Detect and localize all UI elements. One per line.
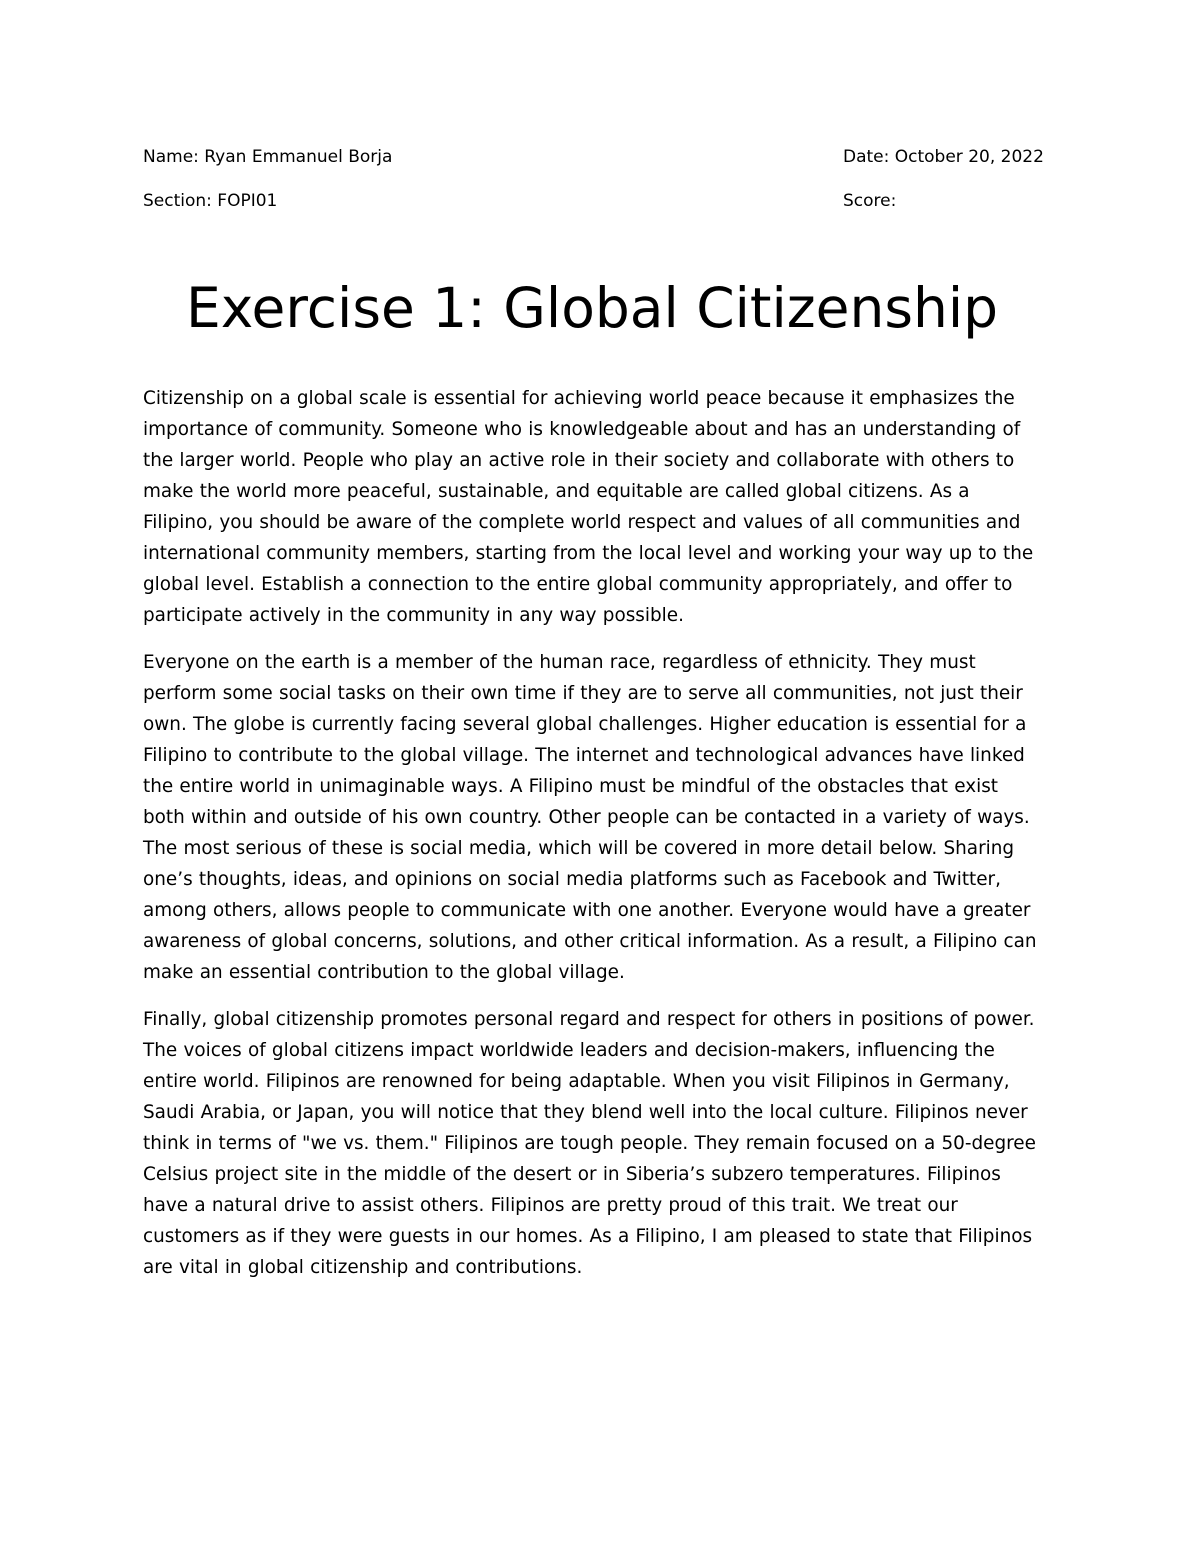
paragraph-line: The voices of global citizens impact worldwide leaders and decision-makers, influencing the <box>143 1040 995 1061</box>
paragraph-3 <box>143 1004 1063 1283</box>
submission-date: Date: October 20, 2022 <box>843 147 1044 167</box>
paragraph-1 <box>143 383 1063 631</box>
paragraph-line: perform some social tasks on their own time if they are to serve all communities, not just their <box>143 683 1023 704</box>
paragraph-line: Filipino to contribute to the global village. The internet and technological advances have linked <box>143 745 1025 766</box>
paragraph-line: are vital in global citizenship and contributions. <box>143 1257 583 1278</box>
paragraph-line: have a natural drive to assist others. Filipinos are pretty proud of this trait. We treat our <box>143 1195 958 1216</box>
paragraph-line: international community members, starting from the local level and working your way up to the <box>143 543 1034 564</box>
paragraph-line: make the world more peaceful, sustainable, and equitable are called global citizens. As a <box>143 481 970 502</box>
paragraph-line: one’s thoughts, ideas, and opinions on social media platforms such as Facebook and Twitter, <box>143 869 1001 890</box>
paragraph-line: both within and outside of his own country. Other people can be contacted in a variety of ways. <box>143 807 1030 828</box>
paragraph-line: among others, allows people to communicate with one another. Everyone would have a greater <box>143 900 1031 921</box>
student-section: Section: FOPI01 <box>143 191 278 211</box>
paragraph-line: global level. Establish a connection to the entire global community appropriately, and offer to <box>143 574 1013 595</box>
paragraph-line: Everyone on the earth is a member of the human race, regardless of ethnicity. They must <box>143 652 976 673</box>
paragraph-line: The most serious of these is social media, which will be covered in more detail below. Sharing <box>143 838 1015 859</box>
student-name: Name: Ryan Emmanuel Borja <box>143 147 393 167</box>
paragraph-line: importance of community. Someone who is knowledgeable about and has an understanding of <box>143 419 1021 440</box>
paragraph-line: entire world. Filipinos are renowned for being adaptable. When you visit Filipinos in Germany, <box>143 1071 1010 1092</box>
paragraph-line: awareness of global concerns, solutions, and other critical information. As a result, a Filipino can <box>143 931 1037 952</box>
paragraph-line: think in terms of "we vs. them." Filipinos are tough people. They remain focused on a 50-degree <box>143 1133 1036 1154</box>
document-title: Exercise 1: Global Citizenship <box>185 276 999 340</box>
paragraph-line: Citizenship on a global scale is essential for achieving world peace because it emphasizes the <box>143 388 1015 409</box>
essay-body <box>143 383 1063 1299</box>
paragraph-line: the entire world in unimaginable ways. A Filipino must be mindful of the obstacles that exist <box>143 776 998 797</box>
score-label: Score: <box>843 191 897 211</box>
paragraph-line: Celsius project site in the middle of the desert or in Siberia’s subzero temperatures. Filipinos <box>143 1164 1001 1185</box>
paragraph-line: Saudi Arabia, or Japan, you will notice that they blend well into the local culture. Filipinos never <box>143 1102 1028 1123</box>
paragraph-line: customers as if they were guests in our homes. As a Filipino, I am pleased to state that Filipinos <box>143 1226 1033 1247</box>
paragraph-line: make an essential contribution to the global village. <box>143 962 625 983</box>
paragraph-line: participate actively in the community in any way possible. <box>143 605 684 626</box>
paragraph-line: own. The globe is currently facing several global challenges. Higher education is essential for a <box>143 714 1027 735</box>
paragraph-2 <box>143 647 1063 988</box>
paragraph-line: Finally, global citizenship promotes personal regard and respect for others in positions of power. <box>143 1009 1035 1030</box>
paragraph-line: the larger world. People who play an active role in their society and collaborate with others to <box>143 450 1015 471</box>
paragraph-line: Filipino, you should be aware of the complete world respect and values of all communities and <box>143 512 1021 533</box>
